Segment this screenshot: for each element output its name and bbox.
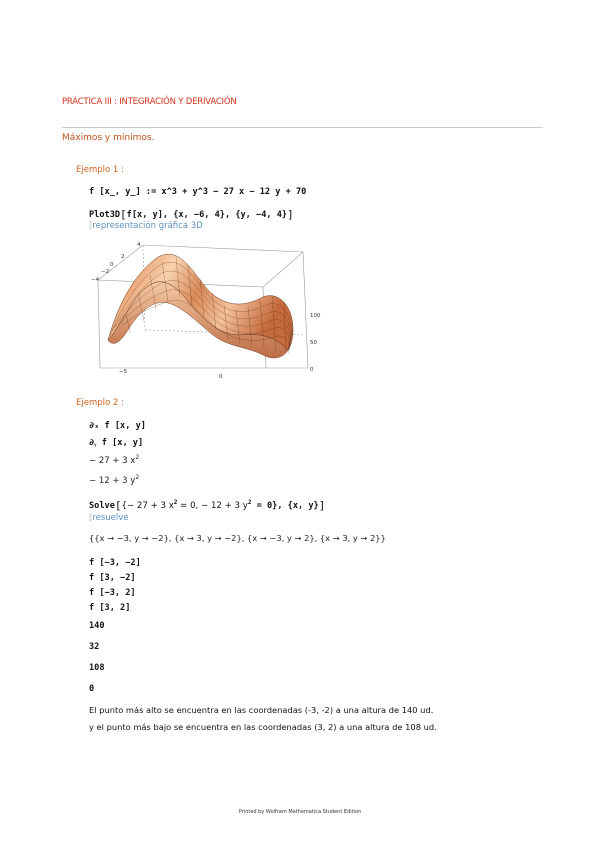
plot3d-command-args: f[x, y], {x, −6, 4}, {y, −4, 4} xyxy=(126,210,288,220)
solve-command-head: Solve xyxy=(89,501,115,511)
plot-hint-link[interactable]: [representación gráfica 3D xyxy=(89,221,203,231)
eval-result: 108 xyxy=(89,663,105,673)
plot3d-command[interactable]: Plot3D[f[x, y], {x, −6, 4}, {y, −4, 4}] xyxy=(89,208,294,221)
eval-command[interactable]: f [−3, −2] xyxy=(89,558,141,568)
partial-x-output-exp: 2 xyxy=(135,454,140,461)
solve-hint-text: resuelve xyxy=(92,513,129,523)
page-title: PRÁCTICA III : INTEGRACIÓN Y DERIVACIÓN xyxy=(62,97,237,107)
partial-x-command[interactable]: ∂ₓ f [x, y] xyxy=(89,421,146,431)
x-tick-label: 0 xyxy=(219,374,223,380)
example-2-label: Ejemplo 2 : xyxy=(76,398,124,408)
conclusion-line-2: y el punto más bajo se encuentra en las coordenadas (3, 2) a una altura de 108 ud. xyxy=(89,722,437,732)
z-tick-label: 100 xyxy=(310,313,321,319)
solve-hint-link[interactable]: [resuelve xyxy=(89,513,129,523)
solve-exp-1: 2 xyxy=(173,499,178,507)
solve-args-c: = 0}, {x, y} xyxy=(251,501,319,511)
solve-command[interactable]: Solve[{− 27 + 3 $x^2 = 0$, − 12 + 3 $y^2 = 0$}, {x, y}] xyxy=(89,499,326,512)
eval-command[interactable]: f [−3, 2] xyxy=(89,588,136,598)
eval-command[interactable]: f [3, 2] xyxy=(89,603,131,613)
partial-y-output-base: − 12 + 3 y xyxy=(89,475,136,486)
eval-result: 140 xyxy=(89,621,105,631)
plot-hint-text: representación gráfica 3D xyxy=(92,221,203,231)
z-tick-label: 50 xyxy=(310,340,317,346)
partial-y-command[interactable]: ∂ᵧ f [x, y] xyxy=(89,438,144,448)
plot3d-command-head: Plot3D xyxy=(89,210,121,220)
y-tick-label: 4 xyxy=(137,242,141,248)
section-title: Máximos y mínimos. xyxy=(62,133,155,143)
function-definition[interactable]: f [x_, y_] := x^3 + y^3 − 27 x − 12 y + 70 xyxy=(89,187,307,197)
divider xyxy=(62,127,543,128)
solve-output: {{x → −3, y → −2}, {x → 3, y → −2}, {x → −3, y → 2}, {x → 3, y → 2}} xyxy=(89,533,386,543)
example-1-label: Ejemplo 1 : xyxy=(76,165,124,175)
solve-exp-2: 2 xyxy=(247,499,252,507)
solve-args-a: {− 27 + 3 x xyxy=(121,501,174,511)
partial-y-output xyxy=(89,474,139,486)
eval-command[interactable]: f [3, −2] xyxy=(89,573,136,583)
solve-args-b: = 0, − 12 + 3 y xyxy=(177,501,248,511)
partial-x-output xyxy=(89,454,139,466)
plot3d-graphic[interactable] xyxy=(88,235,328,383)
eval-result: 32 xyxy=(89,642,100,652)
y-tick-label: 0 xyxy=(110,262,114,268)
y-tick-label: −4 xyxy=(91,277,100,283)
partial-x-output-base: − 27 + 3 x xyxy=(89,455,136,466)
page-footer: Printed by Wolfram Mathematica Student Edition xyxy=(238,809,362,815)
z-tick-label: 0 xyxy=(310,367,314,373)
y-tick-label: −2 xyxy=(101,269,110,275)
eval-result: 0 xyxy=(89,684,95,694)
partial-y-output-exp: 2 xyxy=(135,474,140,481)
x-tick-label: −5 xyxy=(119,369,128,375)
y-tick-label: 2 xyxy=(121,254,125,260)
conclusion-line-1: El punto más alto se encuentra en las coordenadas (-3, -2) a una altura de 140 ud. xyxy=(89,705,434,715)
